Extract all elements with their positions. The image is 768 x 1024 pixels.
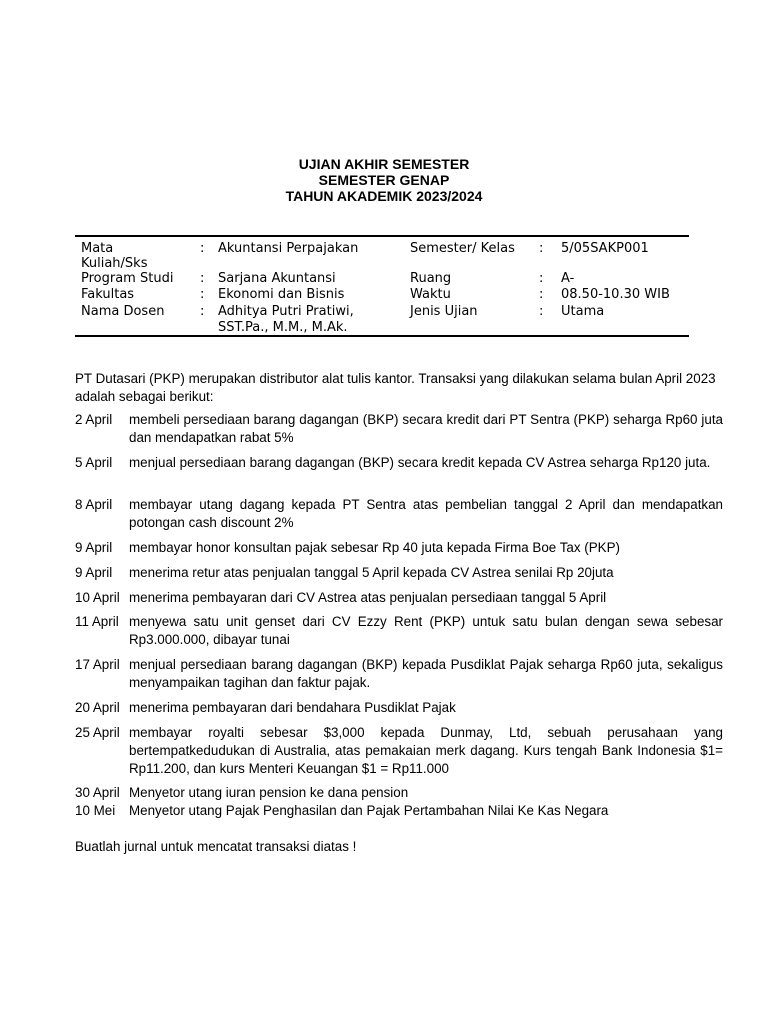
mata-kuliah-label: Mata: [81, 241, 114, 256]
waktu-label: Waktu: [410, 287, 451, 302]
transaction-text: menyewa satu unit genset dari CV Ezzy Rent (PKP) untuk satu bulan dengan sewa sebesar Rp3.000.000, dibayar tunai: [129, 614, 723, 647]
dosen-value-2: SST.Pa., M.M., M.Ak.: [218, 320, 348, 335]
transaction-item: [75, 613, 723, 649]
semester-label: Semester/ Kelas: [410, 241, 515, 256]
transaction-date: 8 April: [75, 497, 113, 512]
transaction-item: [75, 699, 723, 717]
title-line-2: SEMESTER GENAP: [318, 172, 450, 188]
transaction-item: [75, 589, 723, 607]
colon: :: [200, 271, 205, 286]
colon: :: [539, 304, 544, 319]
transaction-text: menjual persediaan barang dagangan (BKP) kepada Pusdiklat Pajak seharga Rp60 juta, sekaligus menyampaikan tagihan dan faktur pajak.: [129, 657, 723, 690]
transaction-date: 10 April: [75, 590, 120, 605]
title-line-1: UJIAN AKHIR SEMESTER: [298, 156, 470, 172]
transaction-date: 11 April: [75, 614, 119, 629]
transaction-date: 17 April: [75, 657, 120, 672]
transaction-item: [75, 564, 723, 582]
waktu-value: 08.50-10.30 WIB: [561, 287, 670, 302]
intro-paragraph: PT Dutasari (PKP) merupakan distributor alat tulis kantor. Transaksi yang dilakukan selama bulan April 2023 adalah sebagai berikut:: [75, 371, 716, 404]
transaction-text: membeli persediaan barang dagangan (BKP) secara kredit dari PT Sentra (PKP) seharga Rp60 juta dan mendapatkan rabat 5%: [129, 412, 723, 445]
transaction-text: menerima pembayaran dari bendahara Pusdiklat Pajak: [129, 700, 456, 715]
transaction-item: [75, 656, 723, 692]
dosen-value: Adhitya Putri Pratiwi,: [218, 304, 354, 319]
transaction-date: 9 April: [75, 565, 113, 580]
transaction-item: [75, 784, 723, 802]
transaction-date: 20 April: [75, 700, 120, 715]
ruang-label: Ruang: [410, 271, 452, 286]
transaction-item: [75, 539, 723, 557]
ruang-value: A-: [561, 271, 575, 286]
transaction-item: [75, 724, 723, 778]
closing-instruction: Buatlah jurnal untuk mencatat transaksi diatas !: [75, 839, 357, 854]
transaction-item: [75, 802, 723, 820]
transaction-item: [75, 454, 723, 472]
transaction-text: membayar honor konsultan pajak sebesar Rp 40 juta kepada Firma Boe Tax (PKP): [129, 540, 620, 555]
transaction-text: membayar royalti sebesar $3,000 kepada Dunmay, Ltd, sebuah perusahaan yang bertempatkedudukan di Australia, atas pemakaian merk dagang. Kurs tengah Bank Indonesia $1= Rp11.200, dan kurs Menteri Keuangan $1 = Rp11.000: [129, 725, 723, 776]
jenis-ujian-value: Utama: [561, 304, 605, 319]
colon: :: [539, 287, 544, 302]
transaction-text: menerima pembayaran dari CV Astrea atas penjualan persediaan tanggal 5 April: [129, 590, 607, 605]
fakultas-value: Ekonomi dan Bisnis: [218, 287, 345, 302]
colon: :: [539, 241, 544, 256]
transaction-date: 2 April: [75, 412, 113, 427]
exam-title: [0, 156, 768, 204]
exam-info-table: [75, 235, 689, 337]
transaction-item: [75, 496, 723, 532]
dosen-label: Nama Dosen: [81, 304, 165, 319]
transaction-text: Menyetor utang iuran pension ke dana pension: [129, 785, 409, 800]
fakultas-label: Fakultas: [81, 287, 135, 302]
colon: :: [539, 271, 544, 286]
transaction-date: 30 April: [75, 785, 120, 800]
transaction-text: menerima retur atas penjualan tanggal 5 April kepada CV Astrea senilai Rp 20juta: [129, 565, 614, 580]
transaction-text: Menyetor utang Pajak Penghasilan dan Pajak Pertambahan Nilai Ke Kas Negara: [129, 803, 609, 818]
program-value: Sarjana Akuntansi: [218, 271, 336, 286]
transaction-date: 25 April: [75, 725, 120, 740]
transaction-item: [75, 411, 723, 447]
program-label: Program Studi: [81, 271, 174, 286]
colon: :: [200, 241, 205, 256]
semester-value: 5/05SAKP001: [561, 241, 649, 256]
colon: :: [200, 304, 205, 319]
transaction-text: menjual persediaan barang dagangan (BKP) secara kredit kepada CV Astrea seharga Rp120 juta.: [129, 455, 711, 470]
colon: :: [200, 287, 205, 302]
title-line-3: TAHUN AKADEMIK 2023/2024: [285, 188, 483, 204]
transaction-text: membayar utang dagang kepada PT Sentra atas pembelian tanggal 2 April dan mendapatkan potongan cash discount 2%: [129, 497, 723, 530]
transaction-date: 9 April: [75, 540, 113, 555]
jenis-ujian-label: Jenis Ujian: [410, 304, 478, 319]
mata-kuliah-label-2: Kuliah/Sks: [81, 256, 148, 271]
mata-kuliah-value: Akuntansi Perpajakan: [218, 241, 359, 256]
transaction-date: 5 April: [75, 455, 113, 470]
transaction-date: 10 Mei: [75, 803, 116, 818]
